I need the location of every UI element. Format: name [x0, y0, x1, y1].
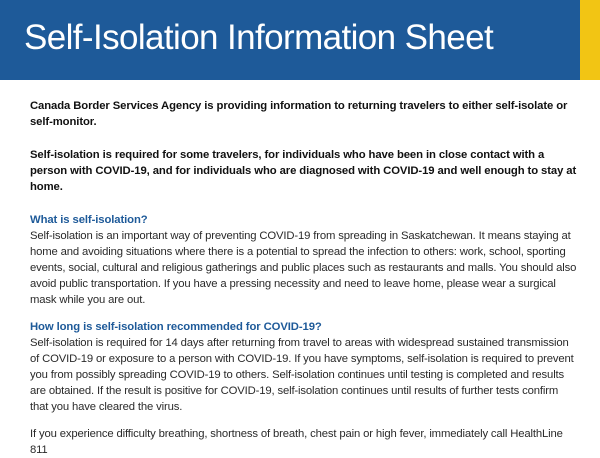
intro-paragraph-requirement: Self-isolation is required for some travelers, for individuals who have been in close contact with a person with COVID-19, and for individuals who are diagnosed with COVID-19 and well enough to stay at home.: [30, 149, 577, 193]
accent-stripe: [580, 0, 600, 80]
title-banner: [0, 0, 580, 80]
intro-paragraph-agency: Canada Border Services Agency is providing information to returning travelers to either self-isolate or self-monitor.: [30, 100, 568, 128]
page-title: Self-Isolation Information Sheet: [24, 18, 494, 57]
closing-paragraph: If you experience difficulty breathing, shortness of breath, chest pain or high fever, immediately call HealthLine 811: [30, 428, 563, 456]
sheet-body: [30, 98, 578, 458]
section-heading-what-is: What is self-isolation?: [30, 214, 148, 226]
section-body-how-long: Self-isolation is required for 14 days after returning from travel to areas with widespread sustained transmission of COVID-19 or exposure to a person with COVID-19. If you have symptoms, self-isolation is required to prevent you from possibly spreading COVID-19 to others. Self-isolation continues until testing is completed and results are obtained. If the result is positive for COVID-19, self-isolation continues until results of further tests confirm that you have cleared the virus.: [30, 337, 574, 413]
section-heading-how-long: How long is self-isolation recommended for COVID-19?: [30, 321, 322, 333]
section-body-what-is: Self-isolation is an important way of preventing COVID-19 from spreading in Saskatchewan. It means staying at home and avoiding situations where there is a potential to spread the infection to others: work, school, sporting events, social, cultural and religious gatherings and public places such as restaurants and malls. You should also avoid public transportation. If you have a pressing necessity and need to leave home, please wear a surgical mask while you are out.: [30, 230, 577, 306]
